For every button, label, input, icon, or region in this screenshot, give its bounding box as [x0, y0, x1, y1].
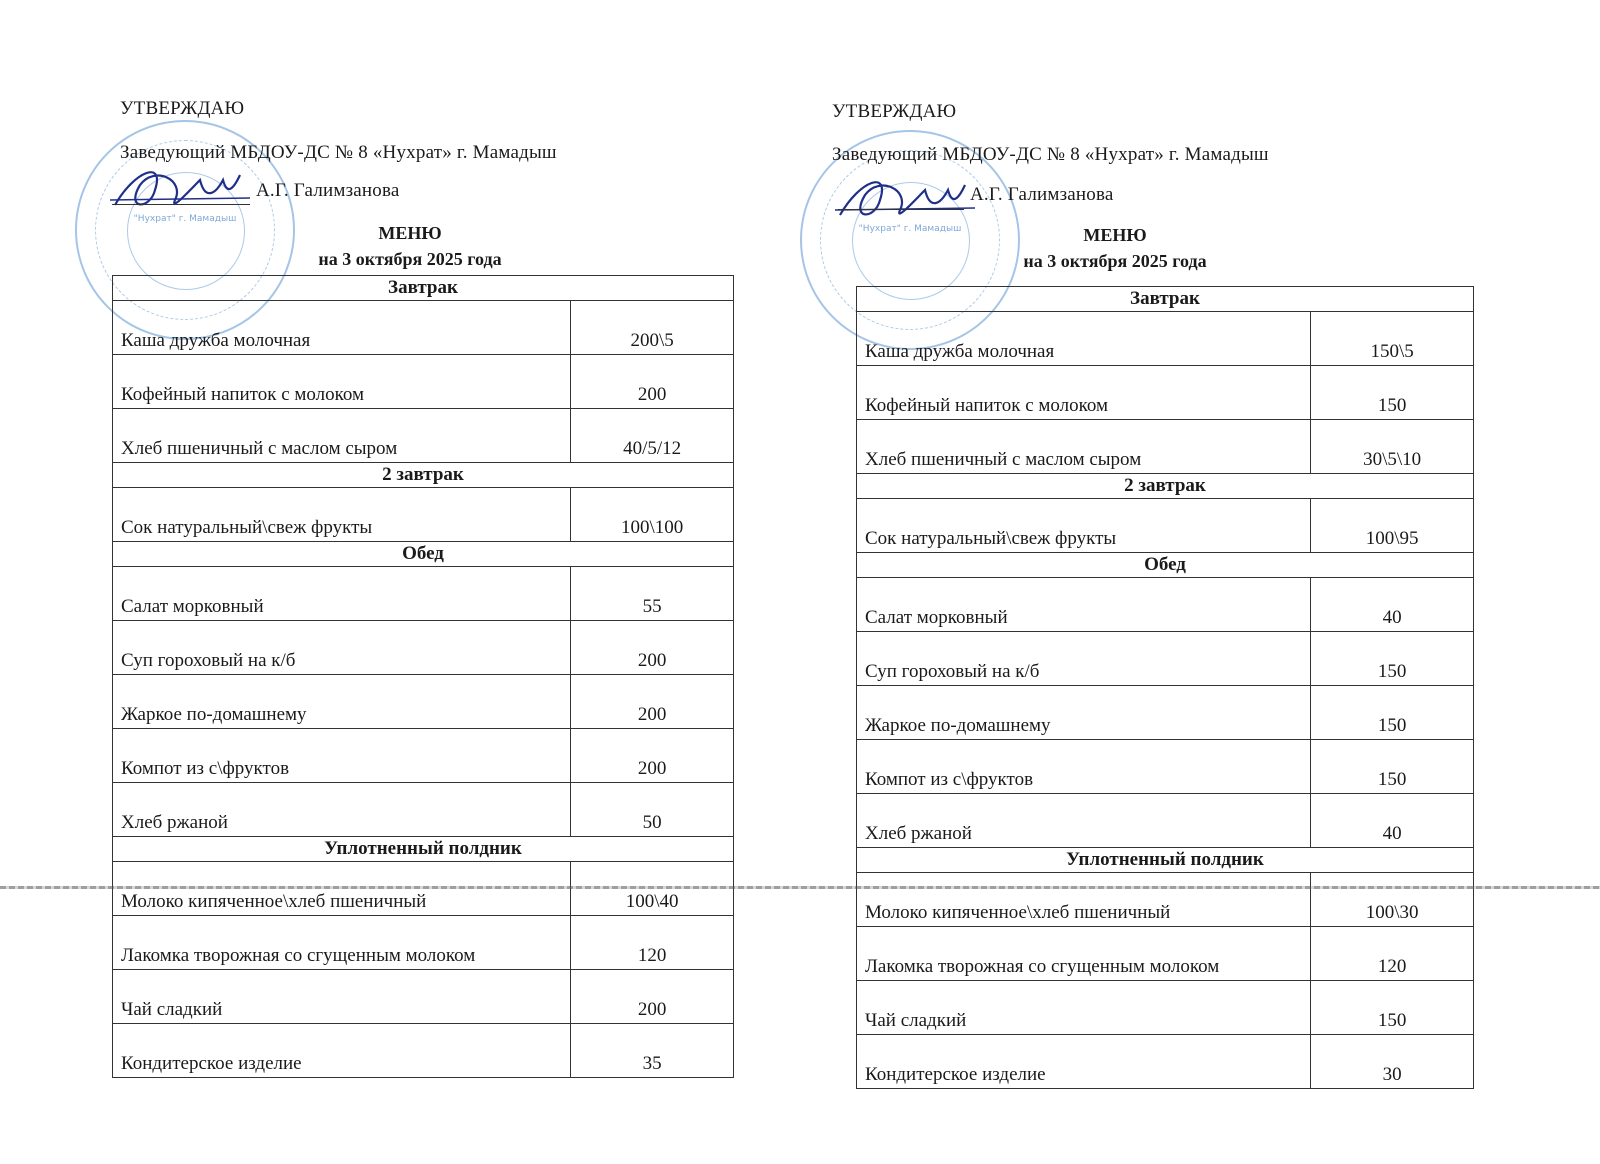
dish-name: Молоко кипяченное\хлеб пшеничный — [857, 873, 1311, 927]
menu-row — [113, 1024, 734, 1078]
menu-row — [857, 981, 1474, 1035]
dish-name: Кофейный напиток с молоком — [857, 366, 1311, 420]
menu-row — [113, 409, 734, 463]
dish-quantity: 200 — [571, 621, 734, 675]
dish-name: Хлеб ржаной — [857, 794, 1311, 848]
menu-row — [113, 916, 734, 970]
menu-row — [857, 420, 1474, 474]
section-heading: 2 завтрак — [113, 463, 734, 488]
menu-table — [856, 286, 1474, 1089]
stamp-center-text: "Нухрат" г. Мамадыш — [858, 224, 962, 234]
dish-quantity: 200 — [571, 355, 734, 409]
dish-name: Чай сладкий — [857, 981, 1311, 1035]
menu-heading: МЕНЮ — [378, 223, 442, 243]
dish-quantity: 100\95 — [1311, 499, 1474, 553]
dish-name: Кондитерское изделие — [113, 1024, 571, 1078]
dish-quantity: 150 — [1311, 632, 1474, 686]
menu-date: на 3 октября 2025 года — [318, 249, 502, 269]
dish-name: Хлеб пшеничный с маслом сыром — [113, 409, 571, 463]
dish-quantity: 35 — [571, 1024, 734, 1078]
dish-quantity: 30 — [1311, 1035, 1474, 1089]
menu-row — [857, 1035, 1474, 1089]
dish-name: Кофейный напиток с молоком — [113, 355, 571, 409]
menu-title — [260, 220, 560, 272]
section-heading: Завтрак — [857, 287, 1474, 312]
menu-sheet-right — [800, 0, 1600, 1164]
dish-quantity: 40/5/12 — [571, 409, 734, 463]
dish-quantity: 40 — [1311, 578, 1474, 632]
position-line: Заведующий МБДОУ-ДС № 8 «Нухрат» г. Мамадыш — [832, 144, 1269, 165]
menu-title — [965, 222, 1265, 274]
approve-label: УТВЕРЖДАЮ — [120, 98, 245, 119]
dish-name: Сок натуральный\свеж фрукты — [113, 488, 571, 542]
section-heading: Уплотненный полдник — [857, 848, 1474, 873]
menu-row — [857, 632, 1474, 686]
menu-section — [113, 276, 734, 463]
menu-row — [857, 312, 1474, 366]
menu-row — [113, 675, 734, 729]
dish-name: Лакомка творожная со сгущенным молоком — [113, 916, 571, 970]
dish-name: Салат морковный — [113, 567, 571, 621]
dish-name: Лакомка творожная со сгущенным молоком — [857, 927, 1311, 981]
dish-name: Кондитерское изделие — [857, 1035, 1311, 1089]
dish-quantity: 200 — [571, 675, 734, 729]
dish-name: Компот из с\фруктов — [857, 740, 1311, 794]
dish-name: Каша дружба молочная — [113, 301, 571, 355]
dish-name: Молоко кипяченное\хлеб пшеничный — [113, 862, 571, 916]
dish-name: Каша дружба молочная — [857, 312, 1311, 366]
menu-row — [857, 578, 1474, 632]
dish-quantity: 200 — [571, 970, 734, 1024]
section-heading: 2 завтрак — [857, 474, 1474, 499]
dish-quantity: 150 — [1311, 740, 1474, 794]
menu-section — [113, 463, 734, 542]
approve-label: УТВЕРЖДАЮ — [832, 101, 957, 122]
menu-row — [857, 499, 1474, 553]
section-heading: Обед — [857, 553, 1474, 578]
menu-section — [857, 553, 1474, 848]
menu-row — [857, 686, 1474, 740]
dish-quantity: 100\30 — [1311, 873, 1474, 927]
signature-icon — [830, 160, 980, 240]
menu-row — [113, 970, 734, 1024]
dish-quantity: 120 — [1311, 927, 1474, 981]
dish-name: Хлеб пшеничный с маслом сыром — [857, 420, 1311, 474]
dish-quantity: 100\40 — [571, 862, 734, 916]
dish-quantity: 150\5 — [1311, 312, 1474, 366]
menu-date: на 3 октября 2025 года — [1023, 251, 1207, 271]
dish-name: Салат морковный — [857, 578, 1311, 632]
menu-section — [857, 848, 1474, 1089]
dish-name: Суп гороховый на к/б — [113, 621, 571, 675]
menu-row — [113, 729, 734, 783]
dish-quantity: 40 — [1311, 794, 1474, 848]
stamp-center-text: "Нухрат" г. Мамадыш — [133, 214, 237, 224]
dish-quantity: 150 — [1311, 981, 1474, 1035]
menu-row — [857, 366, 1474, 420]
signature-line — [112, 204, 250, 205]
dish-name: Чай сладкий — [113, 970, 571, 1024]
dish-name: Суп гороховый на к/б — [857, 632, 1311, 686]
menu-row — [113, 488, 734, 542]
dish-name: Хлеб ржаной — [113, 783, 571, 837]
dish-quantity: 50 — [571, 783, 734, 837]
menu-row — [857, 927, 1474, 981]
signer-name: А.Г. Галимзанова — [256, 180, 400, 201]
menu-row — [113, 567, 734, 621]
section-heading: Обед — [113, 542, 734, 567]
dish-quantity: 150 — [1311, 686, 1474, 740]
dish-quantity: 55 — [571, 567, 734, 621]
dish-quantity: 30\5\10 — [1311, 420, 1474, 474]
menu-section — [857, 287, 1474, 474]
dish-name: Жаркое по-домашнему — [113, 675, 571, 729]
menu-table — [112, 275, 734, 1078]
dish-quantity: 150 — [1311, 366, 1474, 420]
menu-section — [113, 542, 734, 837]
menu-row — [857, 873, 1474, 927]
scan-artifact-line — [0, 886, 1600, 889]
menu-section — [113, 837, 734, 1078]
menu-row — [113, 783, 734, 837]
dish-quantity: 120 — [571, 916, 734, 970]
menu-row — [113, 355, 734, 409]
menu-row — [857, 794, 1474, 848]
menu-row — [113, 621, 734, 675]
section-heading: Уплотненный полдник — [113, 837, 734, 862]
dish-quantity: 200\5 — [571, 301, 734, 355]
signature-line — [838, 209, 964, 210]
dish-quantity: 100\100 — [571, 488, 734, 542]
dish-name: Сок натуральный\свеж фрукты — [857, 499, 1311, 553]
dish-quantity: 200 — [571, 729, 734, 783]
section-heading: Завтрак — [113, 276, 734, 301]
menu-row — [857, 740, 1474, 794]
menu-section — [857, 474, 1474, 553]
signer-name: А.Г. Галимзанова — [970, 184, 1114, 205]
menu-heading: МЕНЮ — [1083, 225, 1147, 245]
dish-name: Жаркое по-домашнему — [857, 686, 1311, 740]
dish-name: Компот из с\фруктов — [113, 729, 571, 783]
menu-row — [113, 301, 734, 355]
position-line: Заведующий МБДОУ-ДС № 8 «Нухрат» г. Мамадыш — [120, 142, 557, 163]
